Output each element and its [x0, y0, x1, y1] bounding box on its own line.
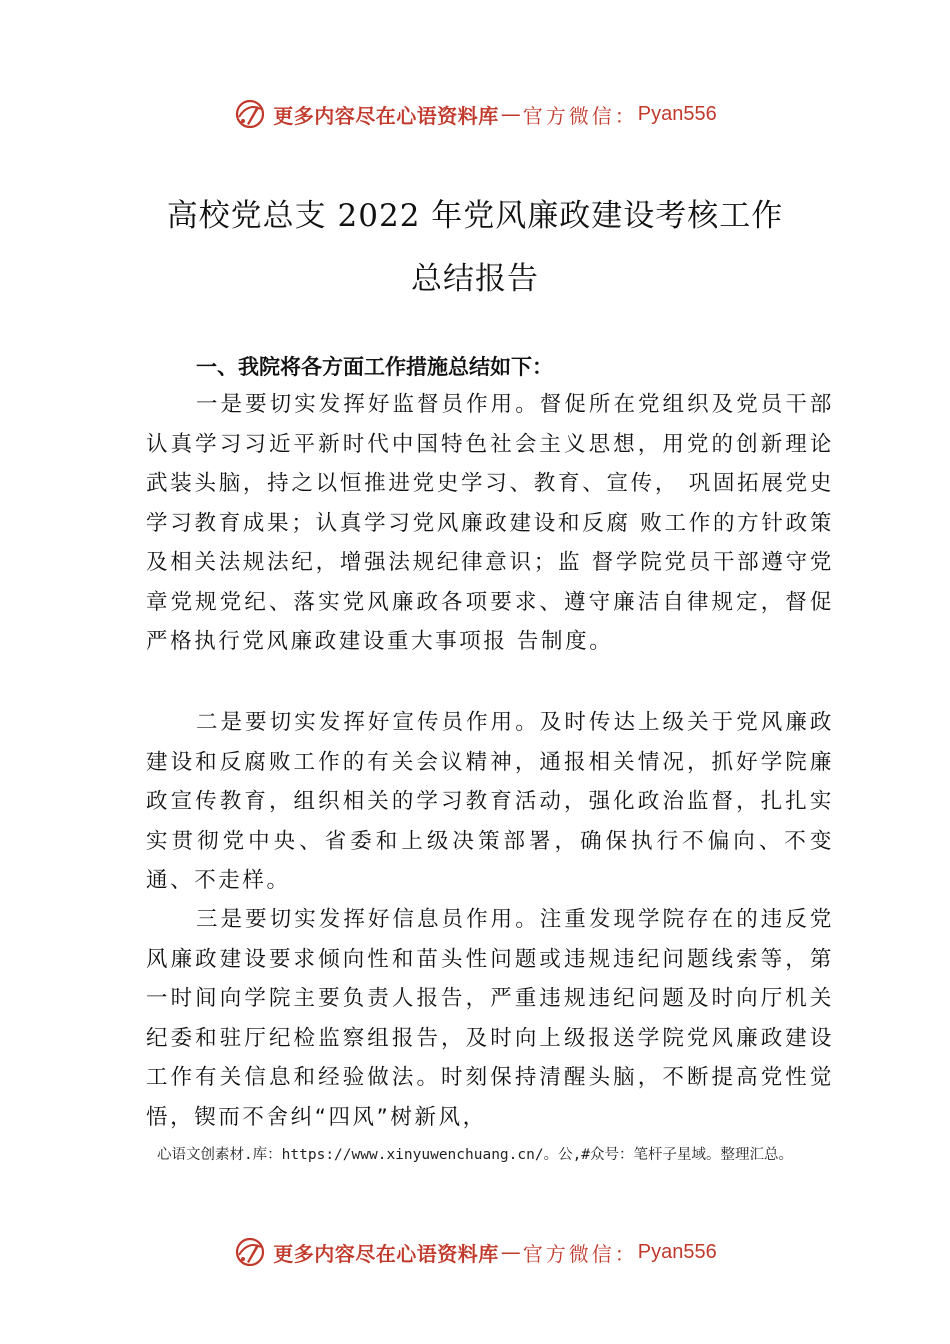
pen-ink-logo-icon — [233, 97, 267, 131]
footer-source-note: 心语文创素材.库：https://www.xinyuwenchuang.cn/。公,#众号：笔杆子星域。整理汇总。 — [156, 1147, 794, 1163]
banner-separator: — — [500, 1240, 521, 1264]
banner-wechat-label: 官方微信： — [522, 103, 638, 128]
paragraph-information-role: 三是要切实发挥好信息员作用。注重发现学院存在的违反党风廉政建设要求倾向性和苗头性问题或违规违纪问题线索等，第一时间向学院主要负责人报告，严重违规违纪问题及时向厅机关纪委和驻厅纪检监察组报告，及时向上级报送学院党风廉政建设工作有关信息和经验做法。时刻保持清醒头脑，不断提高党性觉悟，锲而不舍纠“四风”树新风， — [146, 907, 834, 1130]
banner-promo-text: 更多内容尽在心语资料库 — [273, 103, 499, 128]
banner-wechat-label: 官方微信： — [522, 1241, 638, 1266]
paragraph-supervisor-role: 一是要切实发挥好监督员作用。督促所在党组织及党员干部认真学习习近平新时代中国特色社会主义思想，用党的创新理论武装头脑，持之以恒推进党史学习、教育、宣传， 巩固拓展党史学习教育成果；认真学习党风廉政建设和反腐 败工作的方针政策及相关法规法纪，增强法规纪律意识；监 督学院党员干部遵守党章党规党纪、落实党风廉政各项要求、遵守廉洁自律规定，督促严格执行党风廉政建设重大事项报 告制度。 — [146, 392, 834, 654]
banner-wechat-id: Pyan556 — [637, 102, 717, 125]
banner-promo-text: 更多内容尽在心语资料库 — [273, 1241, 499, 1266]
bottom-banner — [0, 1232, 950, 1272]
document-title-line-1: 高校党总支 2022 年党风廉政建设考核工作 — [166, 198, 784, 234]
section-heading: 一、我院将各方面工作措施总结如下： — [196, 355, 553, 379]
pen-ink-logo-icon — [233, 1235, 267, 1269]
paragraph-publicity-role: 二是要切实发挥好宣传员作用。及时传达上级关于党风廉政建设和反腐败工作的有关会议精神，通报相关情况，抓好学院廉政宣传教育，组织相关的学习教育活动，强化政治监督，扎扎实实贯彻党中央、省委和上级决策部署，确保执行不偏向、不变通、不走样。 — [146, 710, 834, 893]
document-title-line-2: 总结报告 — [411, 261, 539, 297]
banner-separator: — — [500, 102, 521, 126]
top-banner — [0, 94, 950, 134]
banner-wechat-id: Pyan556 — [637, 1240, 717, 1263]
